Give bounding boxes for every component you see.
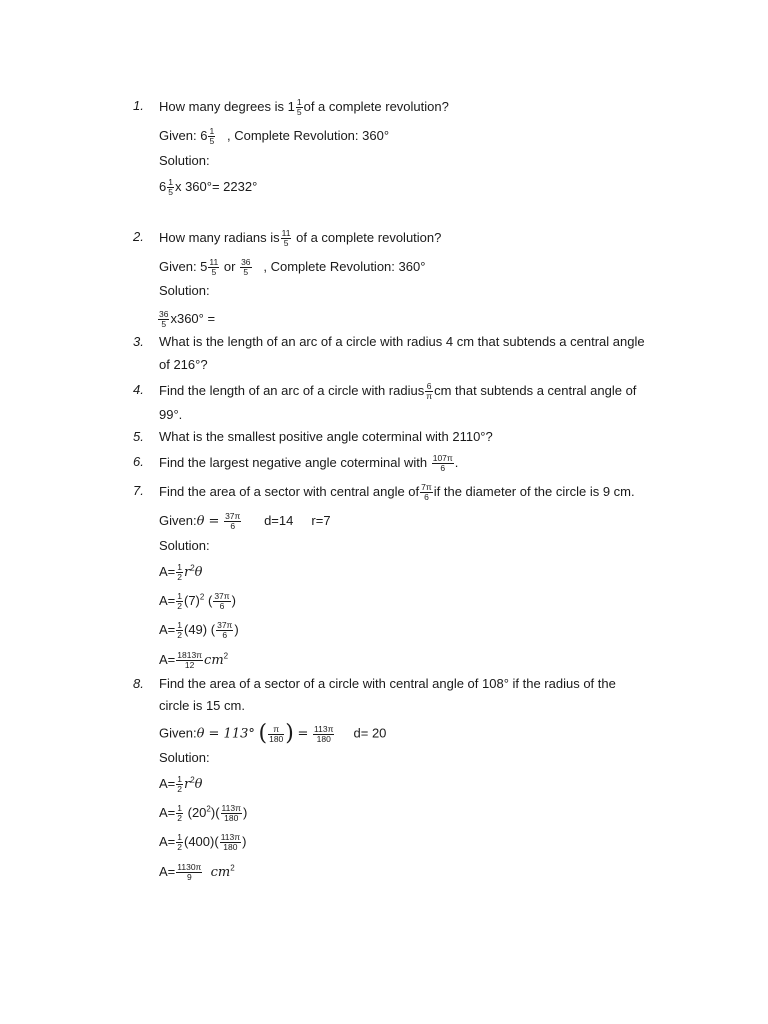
q7-step3: A= $\frac{1}{2}$ (49) ( $\frac{37\pi}{6}$ )	[159, 620, 239, 640]
fraction: $\frac{1}{2}$	[177, 774, 182, 794]
q8-solution-label: Solution:	[159, 750, 210, 765]
fraction: $\frac{1}{2}$	[177, 832, 182, 852]
q4-line1: Find the length of an arc of a circle with radius $\frac{6}{\pi}$ cm that subtends a central angle of	[159, 381, 637, 401]
q1-given: Given: 6 $\frac{1}{5}$ , Complete Revolution: 360°	[159, 126, 390, 146]
q8-step1: A= $\frac{1}{2}$ $r^2\theta$	[159, 774, 203, 794]
q2-calc: $\frac{36}{5}$ x360° =	[159, 309, 216, 329]
fraction: $\frac{1}{2}$	[177, 562, 182, 582]
fraction: $\frac{1}{2}$	[177, 620, 182, 640]
q8-given: Given:θ = 113° ( $\frac{\pi}{180}$ ) = $\frac{113\pi}{180}$ d= 20	[159, 721, 387, 746]
q2-number: 2.	[133, 229, 144, 244]
q8-step4: A= $\frac{1130\pi}{9}$ $cm^2$	[159, 862, 235, 882]
q7-step1: A= $\frac{1}{2}$ $r^2\theta$	[159, 562, 203, 582]
q7-step4: A= $\frac{1813\pi}{12}$ $cm^2$	[159, 650, 229, 670]
q8-step3: A= $\frac{1}{2}$ (400)( $\frac{113\pi}{180}$ )	[159, 832, 247, 852]
q4-line2: 99°.	[159, 407, 183, 422]
fraction: $\frac{7\pi}{6}$	[421, 482, 432, 502]
q1-calc: 6 $\frac{1}{5}$ x 360°= 2232°	[159, 177, 258, 197]
fraction: $\frac{1}{5}$	[296, 97, 302, 117]
q8-line1: Find the area of a sector of a circle with central angle of 108° if the radius of the	[159, 676, 616, 691]
fraction: $\frac{107\pi}{6}$	[432, 453, 453, 473]
fraction: $\frac{37\pi}{6}$	[214, 591, 230, 611]
q3-line1: What is the length of an arc of a circle with radius 4 cm that subtends a central angle	[159, 334, 645, 349]
q5-number: 5.	[133, 429, 144, 444]
fraction: $\frac{113\pi}{180}$	[220, 832, 241, 852]
q7-solution-label: Solution:	[159, 538, 210, 553]
q2-solution-label: Solution:	[159, 283, 210, 298]
q7-step2: A= $\frac{1}{2}$ $(7)^2$ ( $\frac{37\pi}{6}$ )	[159, 591, 236, 611]
fraction: $\frac{37\pi}{6}$	[225, 511, 241, 531]
fraction: $\frac{1}{5}$	[209, 126, 215, 146]
q7-number: 7.	[133, 483, 144, 498]
q2-question: How many radians is $\frac{11}{5}$ of a complete revolution?	[159, 228, 442, 248]
fraction: $\frac{37\pi}{6}$	[217, 620, 233, 640]
q1-number: 1.	[133, 98, 144, 113]
q8-line2: circle is 15 cm.	[159, 698, 245, 713]
fraction: $\frac{113\pi}{180}$	[221, 803, 241, 823]
fraction: $\frac{1}{5}$	[168, 177, 173, 197]
fraction: $\frac{6}{\pi}$	[426, 381, 433, 401]
q1-question: How many degrees is 1 $\frac{1}{5}$ of a complete revolution?	[159, 97, 449, 117]
q8-number: 8.	[133, 676, 144, 691]
fraction: $\frac{1}{2}$	[177, 591, 182, 611]
q7-given: Given:θ = $\frac{37\pi}{6}$ d=14 r=7	[159, 511, 331, 531]
q7-question: Find the area of a sector with central angle of $\frac{7\pi}{6}$ if the diameter of the circle is 9 cm.	[159, 482, 635, 502]
q8-step2: A= $\frac{1}{2}$ $(20^2)$( $\frac{113\pi}{180}$ )	[159, 803, 248, 823]
q3-number: 3.	[133, 334, 144, 349]
fraction: $\frac{1130\pi}{9}$	[177, 862, 202, 882]
fraction: $\frac{1}{2}$	[177, 803, 182, 823]
q5-text: What is the smallest positive angle coterminal with 2110°?	[159, 429, 493, 444]
q2-given: Given: 5 $\frac{11}{5}$ or $\frac{36}{5}$ , Complete Revolution: 360°	[159, 257, 426, 277]
fraction: $\frac{11}{5}$	[281, 228, 291, 248]
q6-text: Find the largest negative angle coterminal with $\frac{107\pi}{6}$ .	[159, 453, 459, 473]
fraction: $\frac{1813\pi}{12}$	[177, 650, 203, 670]
fraction: $\frac{11}{5}$	[209, 257, 219, 277]
fraction: $\frac{36}{5}$	[241, 257, 251, 277]
fraction: $\frac{36}{5}$	[159, 309, 169, 329]
fraction: $\frac{\pi}{180}$	[269, 723, 284, 744]
q6-number: 6.	[133, 454, 144, 469]
fraction: $\frac{113\pi}{180}$	[314, 723, 334, 744]
q1-solution-label: Solution:	[159, 153, 210, 168]
q4-number: 4.	[133, 382, 144, 397]
q3-line2: of 216°?	[159, 357, 208, 372]
